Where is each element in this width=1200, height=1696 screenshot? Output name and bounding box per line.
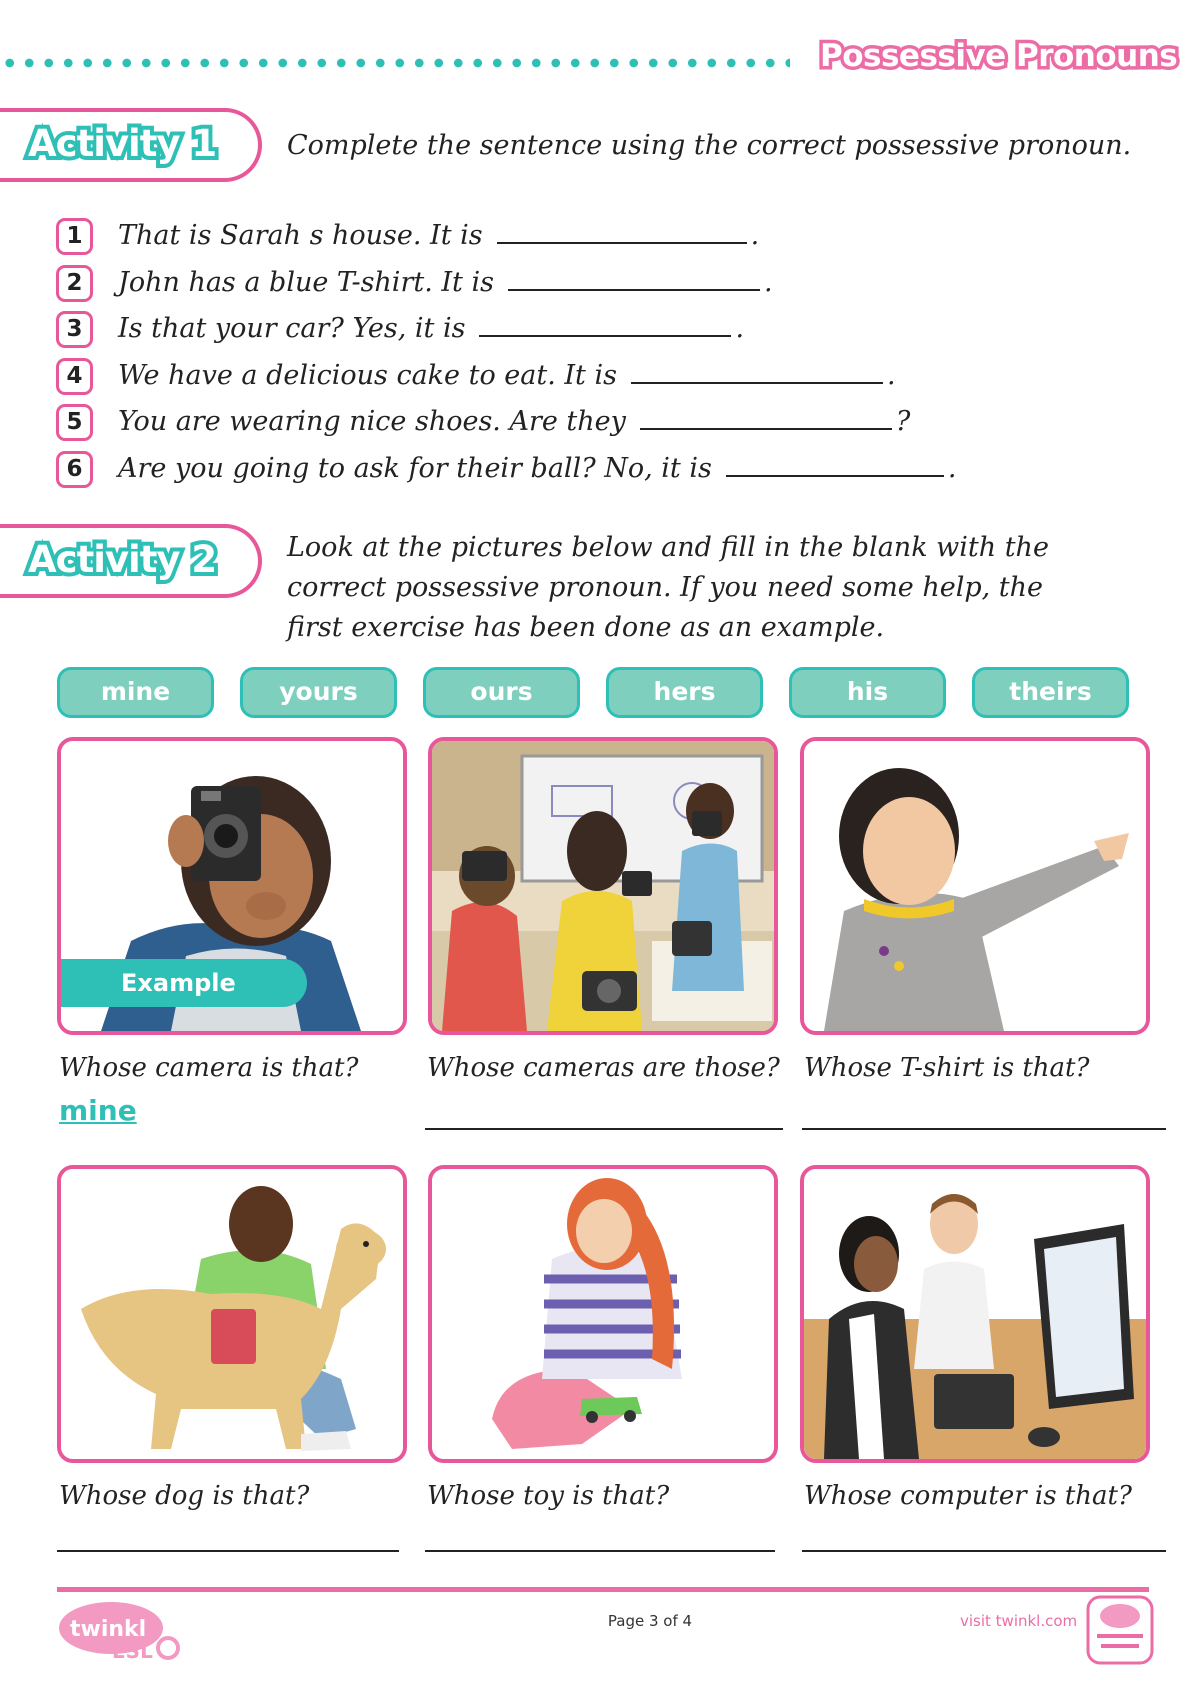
answer-blank[interactable] (631, 360, 883, 384)
visit-link[interactable]: visit twinkl.com (960, 1612, 1078, 1630)
boy-pointing-illustration (804, 741, 1146, 1031)
children-with-cameras-illustration (432, 741, 774, 1031)
sentence-end: . (886, 360, 896, 391)
boy-with-dog-illustration (61, 1169, 403, 1459)
girl-with-toy-car-illustration (432, 1169, 774, 1459)
sentence-end: ? (895, 406, 911, 437)
example-badge: Example (57, 959, 307, 1007)
page-number: Page 3 of 4 (607, 1612, 693, 1630)
activity-2-instruction (287, 528, 1049, 648)
item-number: 3 (56, 311, 93, 348)
quality-badge (1085, 1594, 1155, 1666)
answer-line-tshirt[interactable] (802, 1128, 1166, 1130)
question-dog: Whose dog is that? (59, 1481, 310, 1511)
item-number: 5 (56, 404, 93, 441)
activity-1-title: Activity 1 (28, 122, 217, 165)
question-cameras: Whose cameras are those? (427, 1053, 780, 1083)
word-chip-yours[interactable]: yours (240, 667, 397, 718)
sentence-text: Is that your car? Yes, it is (118, 313, 466, 344)
sentence-6 (118, 451, 956, 487)
answer-blank[interactable] (508, 267, 760, 291)
answer-blank[interactable] (479, 313, 731, 337)
quality-badge-icon (1085, 1594, 1155, 1666)
twinkl-logo-icon (56, 1600, 181, 1662)
word-chip-hers[interactable]: hers (606, 667, 763, 718)
picture-card-cameras (428, 737, 778, 1035)
picture-card-toy (428, 1165, 778, 1463)
instruction-line: Look at the pictures below and fill in the blank with the (287, 532, 1049, 563)
answer-blank[interactable] (726, 453, 944, 477)
answer-line-toy[interactable] (425, 1550, 775, 1552)
picture-card-dog (57, 1165, 407, 1463)
item-number: 1 (56, 218, 93, 255)
item-number: 2 (56, 265, 93, 302)
word-chip-mine[interactable]: mine (57, 667, 214, 718)
answer-line-cameras[interactable] (425, 1128, 783, 1130)
sentence-end: . (763, 267, 773, 298)
item-number: 6 (56, 451, 93, 488)
header-dot-border (0, 55, 790, 71)
footer-divider (57, 1587, 1149, 1592)
instruction-line: first exercise has been done as an example. (287, 612, 885, 643)
activity-1-instruction: Complete the sentence using the correct possessive pronoun. (287, 130, 1132, 161)
question-tshirt: Whose T-shirt is that? (804, 1053, 1090, 1083)
picture-card-computer (800, 1165, 1150, 1463)
sentence-end: . (735, 313, 745, 344)
sentence-end: . (947, 453, 957, 484)
question-camera: Whose camera is that? (59, 1053, 359, 1083)
children-at-computer-illustration (804, 1169, 1146, 1459)
item-number: 4 (56, 358, 93, 395)
sentence-end: . (750, 220, 760, 251)
word-chip-theirs[interactable]: theirs (972, 667, 1129, 718)
sentence-1 (118, 218, 759, 254)
answer-line-computer[interactable] (802, 1550, 1166, 1552)
picture-card-camera (57, 737, 407, 1035)
answer-blank[interactable] (640, 406, 892, 430)
sentence-text: That is Sarah s house. It is (118, 220, 483, 251)
sentence-text: We have a delicious cake to eat. It is (118, 360, 617, 391)
answer-blank[interactable] (497, 220, 747, 244)
instruction-line: correct possessive pronoun. If you need some help, the (287, 572, 1044, 603)
sentence-2 (118, 265, 773, 301)
activity-2-title: Activity 2 (28, 538, 217, 581)
answer-line-dog[interactable] (57, 1550, 399, 1552)
sentence-text: Are you going to ask for their ball? No, it is (118, 453, 712, 484)
sentence-text: John has a blue T-shirt. It is (118, 267, 494, 298)
example-answer: mine (59, 1094, 137, 1127)
word-chip-his[interactable]: his (789, 667, 946, 718)
question-toy: Whose toy is that? (427, 1481, 670, 1511)
sentence-text: You are wearing nice shoes. Are they (118, 406, 626, 437)
worksheet-title: Possessive Pronouns (820, 38, 1178, 74)
sentence-5 (118, 404, 910, 440)
sentence-4 (118, 358, 896, 394)
question-computer: Whose computer is that? (804, 1481, 1132, 1511)
sentence-3 (118, 311, 744, 347)
svg-text:ESL: ESL (112, 1639, 153, 1662)
svg-text:twinkl: twinkl (70, 1617, 147, 1642)
word-chip-ours[interactable]: ours (423, 667, 580, 718)
picture-card-tshirt (800, 737, 1150, 1035)
twinkl-esl-logo (56, 1600, 181, 1662)
